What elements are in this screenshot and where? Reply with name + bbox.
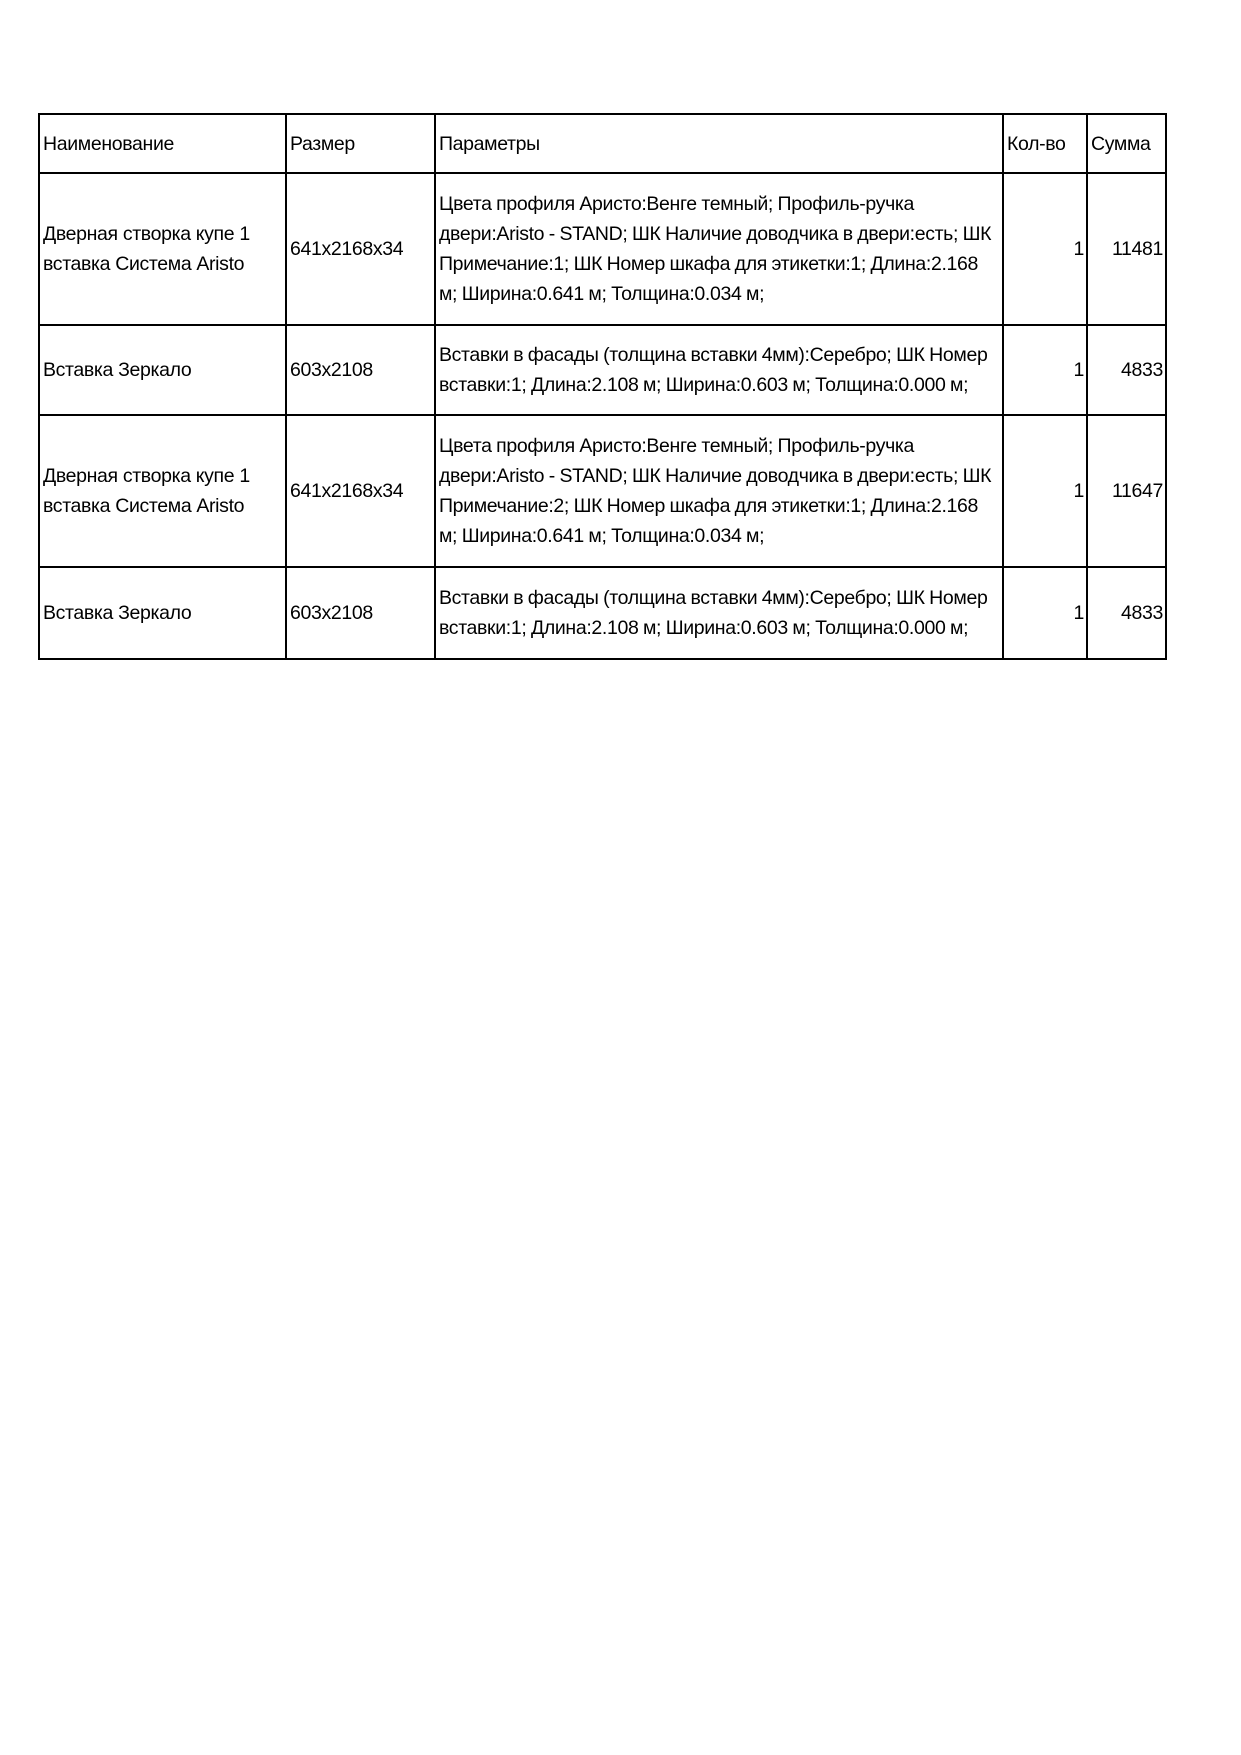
cell-size: 603x2108 (286, 325, 435, 415)
header-size: Размер (286, 114, 435, 173)
cell-sum: 11481 (1087, 173, 1166, 325)
cell-sum: 11647 (1087, 415, 1166, 567)
header-name: Наименование (39, 114, 286, 173)
cell-name: Вставка Зеркало (39, 567, 286, 659)
cell-params (435, 415, 1003, 567)
params-text: Вставки в фасады (толщина вставки 4мм):Серебро; ШК Номер вставки:1; Длина:2.108 м; Ширина:0.603 м; Толщина:0.000 м; (439, 344, 988, 396)
cell-qty: 1 (1003, 325, 1087, 415)
cell-sum: 4833 (1087, 567, 1166, 659)
table-body (39, 173, 1166, 659)
table-header (39, 114, 1166, 173)
cell-params (435, 567, 1003, 659)
header-row (39, 114, 1166, 173)
header-sum: Сумма (1087, 114, 1166, 173)
cell-name: Вставка Зеркало (39, 325, 286, 415)
cell-qty: 1 (1003, 567, 1087, 659)
cell-params (435, 173, 1003, 325)
table-row (39, 325, 1166, 415)
params-text: Вставки в фасады (толщина вставки 4мм):Серебро; ШК Номер вставки:1; Длина:2.108 м; Ширина:0.603 м; Толщина:0.000 м; (439, 587, 988, 639)
cell-name: Дверная створка купе 1 вставка Система Aristo (39, 173, 286, 325)
table-row (39, 567, 1166, 659)
params-text: Цвета профиля Аристо:Венге темный; Профиль-ручка двери:Aristo - STAND; ШК Наличие доводчика в двери:есть; ШК Примечание:1; ШК Номер шкафа для этикетки:1; Длина:2.168 м; Ширина:0.641 м; Толщина:0.034 м; (439, 193, 992, 305)
order-items-table (38, 113, 1167, 660)
cell-size: 641x2168x34 (286, 173, 435, 325)
cell-qty: 1 (1003, 415, 1087, 567)
params-text: Цвета профиля Аристо:Венге темный; Профиль-ручка двери:Aristo - STAND; ШК Наличие доводчика в двери:есть; ШК Примечание:2; ШК Номер шкафа для этикетки:1; Длина:2.168 м; Ширина:0.641 м; Толщина:0.034 м; (439, 435, 992, 547)
cell-params (435, 325, 1003, 415)
cell-sum: 4833 (1087, 325, 1166, 415)
table-row (39, 173, 1166, 325)
cell-size: 641x2168x34 (286, 415, 435, 567)
cell-qty: 1 (1003, 173, 1087, 325)
header-params: Параметры (435, 114, 1003, 173)
cell-name: Дверная створка купе 1 вставка Система Aristo (39, 415, 286, 567)
table-row (39, 415, 1166, 567)
cell-size: 603x2108 (286, 567, 435, 659)
header-qty: Кол-во (1003, 114, 1087, 173)
